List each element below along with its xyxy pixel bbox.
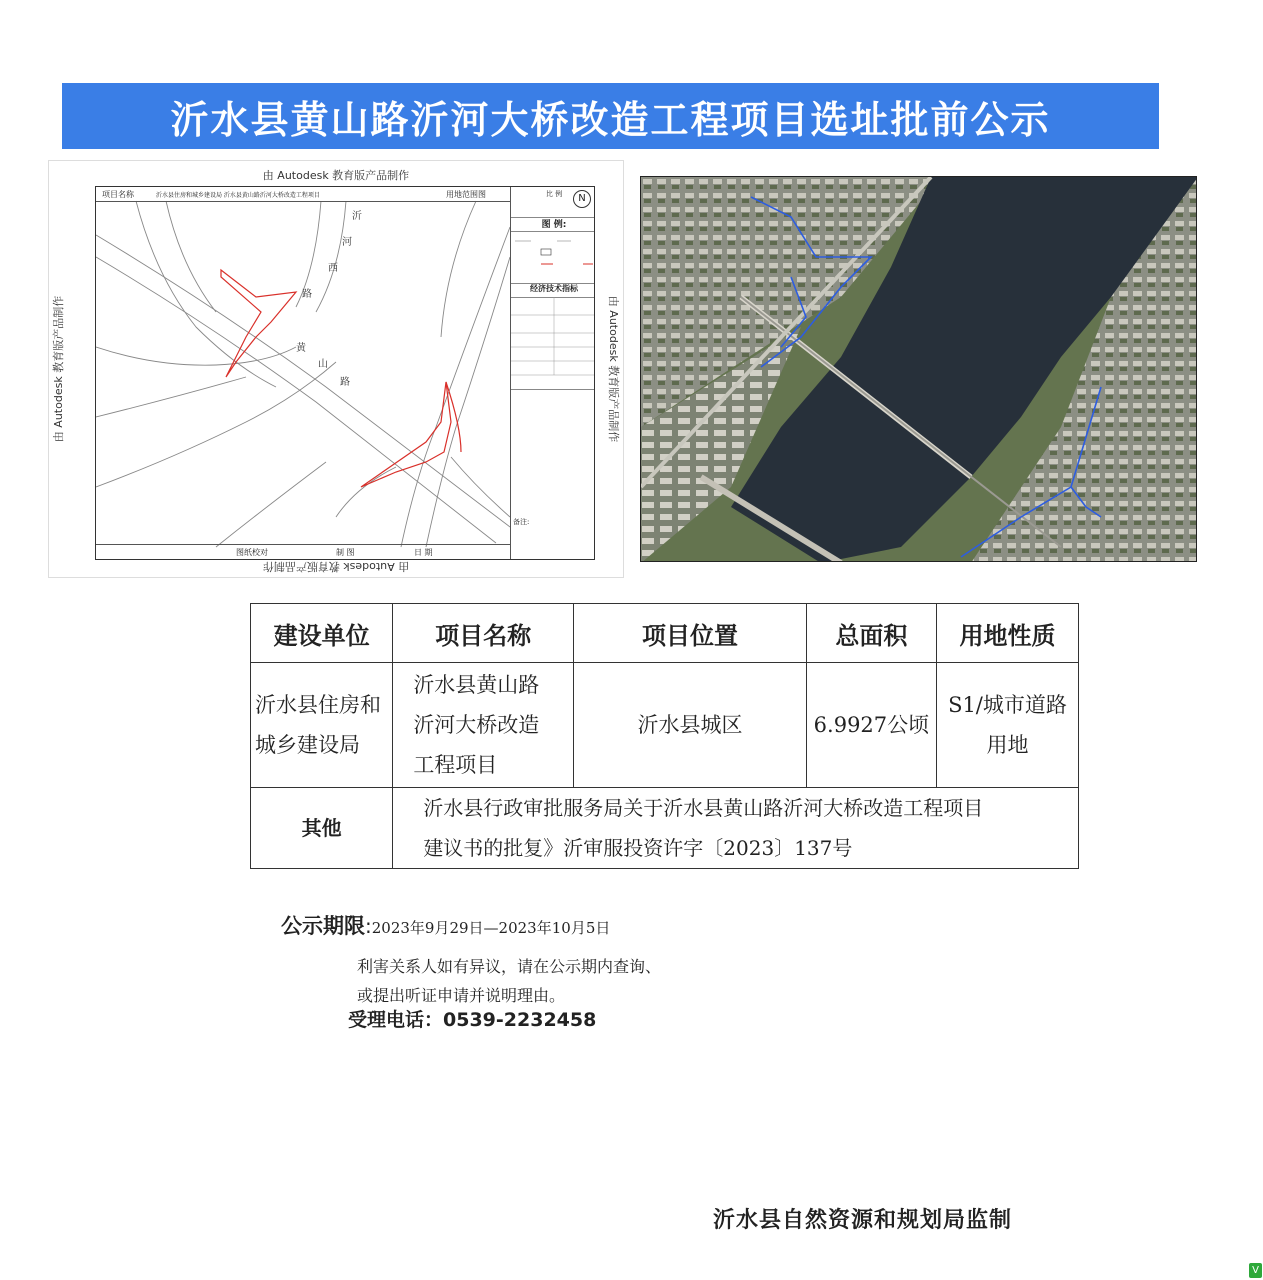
header-location: 项目位置	[574, 604, 807, 663]
legend-symbols	[511, 231, 595, 284]
legend-symbol-lines	[511, 231, 595, 283]
cell-name	[393, 663, 574, 788]
road-label-xi: 西	[328, 263, 338, 274]
drawing-header	[96, 187, 510, 202]
objection-notice	[357, 952, 661, 1010]
contact-phone	[348, 1005, 596, 1032]
footer-check: 图纸校对	[236, 548, 268, 557]
scale-label: 比 例	[545, 190, 563, 198]
period-dates: 2023年9月29日—2023年10月5日	[371, 919, 611, 937]
cell-usage	[936, 663, 1078, 788]
cell-unit-line-1: 沂水县住房和	[255, 693, 381, 717]
table-other-row	[251, 788, 1079, 869]
drawing-footer	[96, 544, 510, 559]
page-title: 沂水县黄山路沂河大桥改造工程项目选址批前公示	[170, 97, 1051, 142]
road-label-huang: 黄	[296, 343, 306, 354]
econ-table	[511, 297, 595, 390]
other-label: 其他	[251, 788, 393, 869]
project-name-label: 项目名称	[102, 190, 134, 199]
drawing-frame	[95, 186, 595, 560]
publicity-period	[281, 910, 610, 940]
road-label-shan: 山	[318, 359, 328, 370]
scale-cell	[511, 187, 595, 218]
other-line-2: 建议书的批复》沂审服投资许字〔2023〕137号	[423, 836, 853, 860]
road-label-he: 河	[342, 237, 352, 248]
watermark-bottom: 由 Autodesk 教育版产品制作	[262, 560, 410, 573]
table-header-row	[251, 604, 1079, 663]
period-label: 公示期限	[281, 914, 365, 938]
econ-table-grid	[511, 297, 595, 389]
cell-usage-line-2: 用地	[986, 733, 1029, 757]
road-label-yi: 沂	[352, 211, 362, 222]
supervisor-footer: 沂水县自然资源和规划局监制	[713, 1208, 1013, 1233]
phone-label: 受理电话：	[348, 1009, 444, 1031]
period-colon: :	[365, 914, 372, 938]
road-label-lu2: 路	[340, 377, 350, 388]
cell-unit	[251, 663, 393, 788]
site-plan-drawing	[48, 160, 624, 578]
econ-title: 经济技术指标	[511, 283, 595, 298]
corner-logo-icon: V	[1249, 1263, 1262, 1278]
road-label-lu: 路	[302, 289, 312, 300]
page-title-banner	[62, 83, 1159, 149]
drawing-legend	[510, 187, 595, 559]
notice-line-2: 或提出听证申请并说明理由。	[357, 986, 566, 1005]
notice-line-1: 利害关系人如有异议，请在公示期内查询、	[357, 957, 662, 976]
phone-number: 0539-2232458	[443, 1009, 597, 1031]
remarks-label: 备注:	[513, 518, 530, 526]
cell-name-line-1: 沂水县黄山路	[413, 673, 540, 697]
watermark-right: 由 Autodesk 教育版产品制作	[606, 295, 620, 443]
cell-usage-line-1: S1/城市道路	[948, 693, 1067, 717]
map-type: 用地范围图	[446, 190, 486, 199]
project-info-table	[250, 603, 1079, 869]
cell-unit-line-2: 城乡建设局	[255, 733, 360, 757]
remarks-cell	[511, 517, 595, 559]
north-arrow-icon: N	[573, 190, 591, 208]
other-content	[393, 788, 1079, 869]
cell-area: 6.9927公顷	[806, 663, 936, 788]
legend-title: 图 例:	[511, 217, 595, 232]
table-row	[251, 663, 1079, 788]
cell-name-line-3: 工程项目	[413, 753, 498, 777]
cell-location: 沂水县城区	[574, 663, 807, 788]
header-unit: 建设单位	[251, 604, 393, 663]
footer-draw: 制 图	[336, 548, 355, 557]
project-name-value: 沂水县住房和城乡建设局 沂水县黄山路沂河大桥改造工程项目	[156, 192, 320, 199]
header-name: 项目名称	[393, 604, 574, 663]
watermark-left: 由 Autodesk 教育版产品制作	[52, 295, 66, 443]
watermark-top: 由 Autodesk 教育版产品制作	[262, 169, 410, 182]
satellite-scene	[641, 177, 1197, 562]
footer-date: 日 期	[414, 548, 433, 557]
satellite-image	[640, 176, 1197, 562]
header-usage: 用地性质	[936, 604, 1078, 663]
other-line-1: 沂水县行政审批服务局关于沂水县黄山路沂河大桥改造工程项目	[423, 796, 984, 820]
cell-name-line-2: 沂河大桥改造	[413, 713, 540, 737]
header-area: 总面积	[806, 604, 936, 663]
